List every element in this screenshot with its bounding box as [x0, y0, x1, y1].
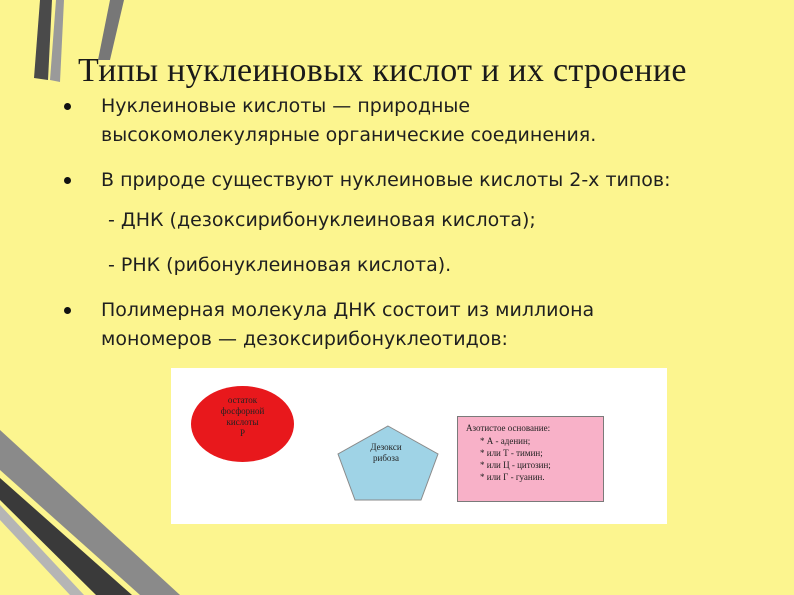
nitrogen-base-box	[457, 416, 604, 502]
list-item: * или Г - гуанин.	[480, 472, 545, 482]
top-right-stripe	[98, 0, 124, 60]
bullet-3-line-1: Полимерная молекула ДНК состоит из миллиона	[101, 299, 595, 321]
nitrogen-base-title: Азотистое основание:	[466, 423, 551, 433]
sub-item-dna: - ДНК (дезоксирибонуклеиновая кислота);	[108, 209, 536, 231]
sub-item-rna: - РНК (рибонуклеиновая кислота).	[108, 254, 452, 276]
bullet-2-line-1: В природе существуют нуклеиновые кислоты 2-х типов:	[101, 169, 671, 191]
list-item: * А - аденин;	[480, 436, 531, 446]
left-top-stripe-dark	[34, 0, 52, 80]
slide-title: Типы нуклеиновых кислот и их строение	[78, 52, 687, 89]
deoxyribose-label: Дезокси рибоза	[370, 442, 402, 463]
bullet-1-line-1: Нуклеиновые кислоты — природные	[101, 95, 471, 117]
bullet-dot	[64, 177, 71, 184]
nitrogen-base-list	[480, 435, 551, 483]
bullet-1-line-2: высокомолекулярные органические соединения.	[101, 124, 597, 146]
list-item: * или Ц - цитозин;	[480, 460, 551, 470]
phosphate-label: остаток фосфорной кислоты Р	[220, 395, 265, 438]
left-top-stripe-gray	[50, 0, 64, 82]
bullet-3-line-2: мономеров — дезоксирибонуклеотидов:	[101, 328, 508, 350]
list-item: * или Т - тимин;	[480, 448, 543, 458]
bullet-dot	[64, 307, 71, 314]
bullet-dot	[64, 103, 71, 110]
nucleotide-diagram	[171, 368, 667, 524]
